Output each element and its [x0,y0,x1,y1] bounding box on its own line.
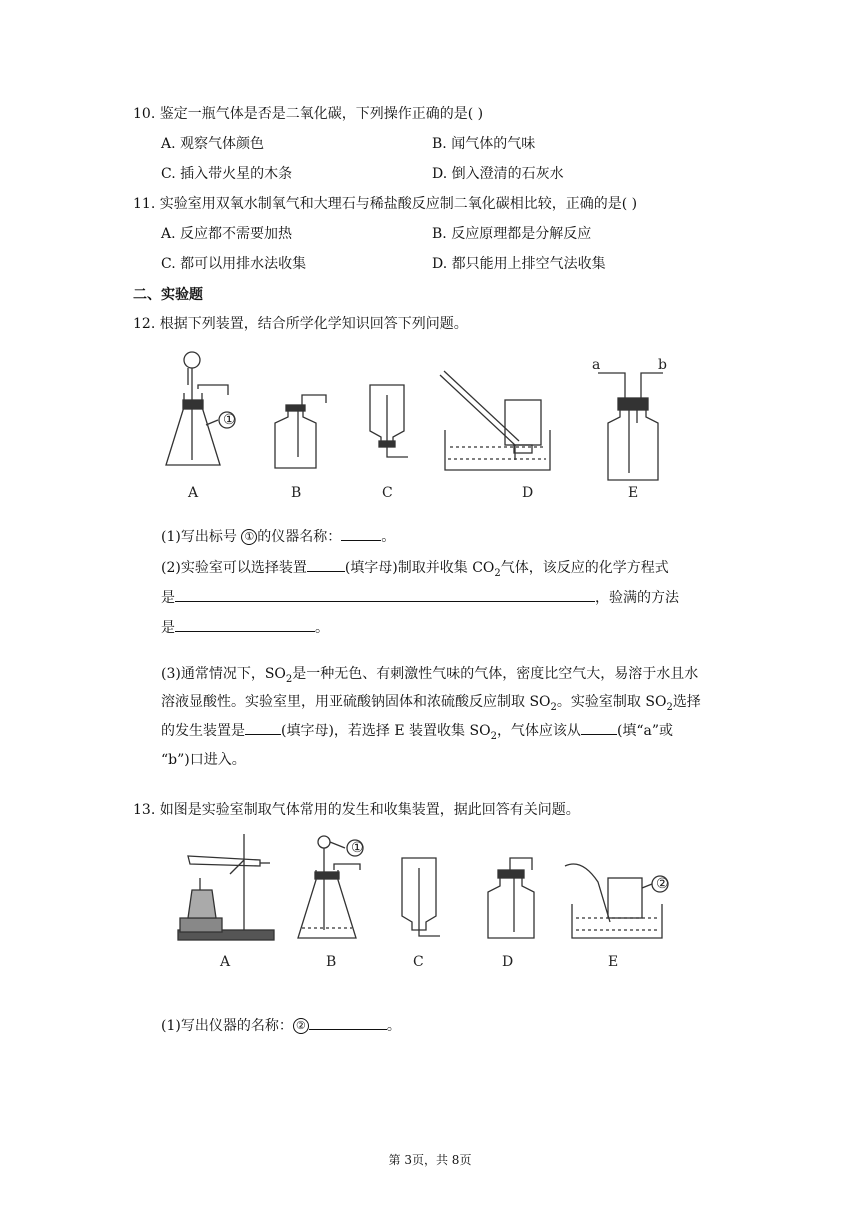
answer-blank[interactable] [175,587,595,602]
q12-part2-line1: (2)实验室可以选择装置 (填字母)制取并收集 $CO_2$气体，该反应的化学方程式 [161,557,669,584]
q13-label-a: A [220,954,231,970]
answer-blank[interactable] [175,617,315,632]
q13-part1: (1)写出仪器的名称： ② 。 [161,1015,401,1036]
q12-marker-1: ① [223,412,236,428]
q12-part3-line1: (3)通常情况下，$SO_2$是一种无色、有刺激性气味的气体，密度比空气大，易溶于水且水 [161,666,699,685]
q10-option-d: D. 倒入澄清的石灰水 [432,166,564,182]
q12-label-a: A [188,485,199,501]
q12-part3-line4: “b”)口进入。 [161,752,246,768]
q12-label-e: E [628,485,639,501]
q13-stem: 13. 如图是实验室制取气体常用的发生和收集装置，据此回答有关问题。 [133,802,580,818]
q12-label-d: D [522,485,534,501]
q10-option-a: A. 观察气体颜色 [161,136,265,152]
q13-label-e: E [608,954,619,970]
answer-blank[interactable] [245,720,281,735]
q12-label-c: C [382,485,393,501]
q12-part2-line2: 是 ，验满的方法 [161,587,679,608]
q11-option-b: B. 反应原理都是分解反应 [432,226,592,242]
q12-part3-line3: 的发生装置是 (填字母)，若选择 E 装置收集 $SO_2$，气体应该从 (填“a”或 [161,720,673,747]
circle-marker-1: ① [241,529,257,545]
q13-label-c: C [413,954,424,970]
q13-apparatus-figure [170,830,670,975]
q12-label-b: B [291,485,302,501]
answer-blank[interactable] [341,526,381,541]
q13-marker-2: ② [656,876,669,892]
q12-port-a: a [592,357,601,373]
q12-stem: 12. 根据下列装置，结合所学化学知识回答下列问题。 [133,316,468,332]
answer-blank[interactable] [581,720,617,735]
q13-marker-1: ① [351,840,364,856]
q12-port-b: b [658,357,667,373]
circle-marker-2: ② [293,1018,309,1034]
section-heading: 二、实验题 [133,287,203,303]
q10-option-b: B. 闻气体的气味 [432,136,536,152]
q10-stem: 10. 鉴定一瓶气体是否是二氧化碳，下列操作正确的是( ) [133,106,484,122]
q11-option-c: C. 都可以用排水法收集 [161,256,307,272]
q11-stem: 11. 实验室用双氧水制氧气和大理石与稀盐酸反应制二氧化碳相比较，正确的是( ) [133,196,638,212]
q12-part3-line2: 溶液显酸性。实验室里，用亚硫酸钠固体和浓硫酸反应制取 $SO_2$。实验室制取 $SO_2$选择 [161,694,701,713]
answer-blank[interactable] [309,1015,387,1030]
q13-label-b: B [326,954,337,970]
q12-apparatus-figure [150,345,670,505]
page-footer: 第 3页，共 8页 [388,1153,472,1167]
q13-label-d: D [502,954,514,970]
q12-part2-line3: 是 。 [161,617,329,638]
q11-option-d: D. 都只能用上排空气法收集 [432,256,606,272]
q11-option-a: A. 反应都不需要加热 [161,226,293,242]
q12-part1: (1)写出标号 ① 的仪器名称： 。 [161,526,395,547]
answer-blank[interactable] [307,557,345,572]
q10-option-c: C. 插入带火星的木条 [161,166,293,182]
